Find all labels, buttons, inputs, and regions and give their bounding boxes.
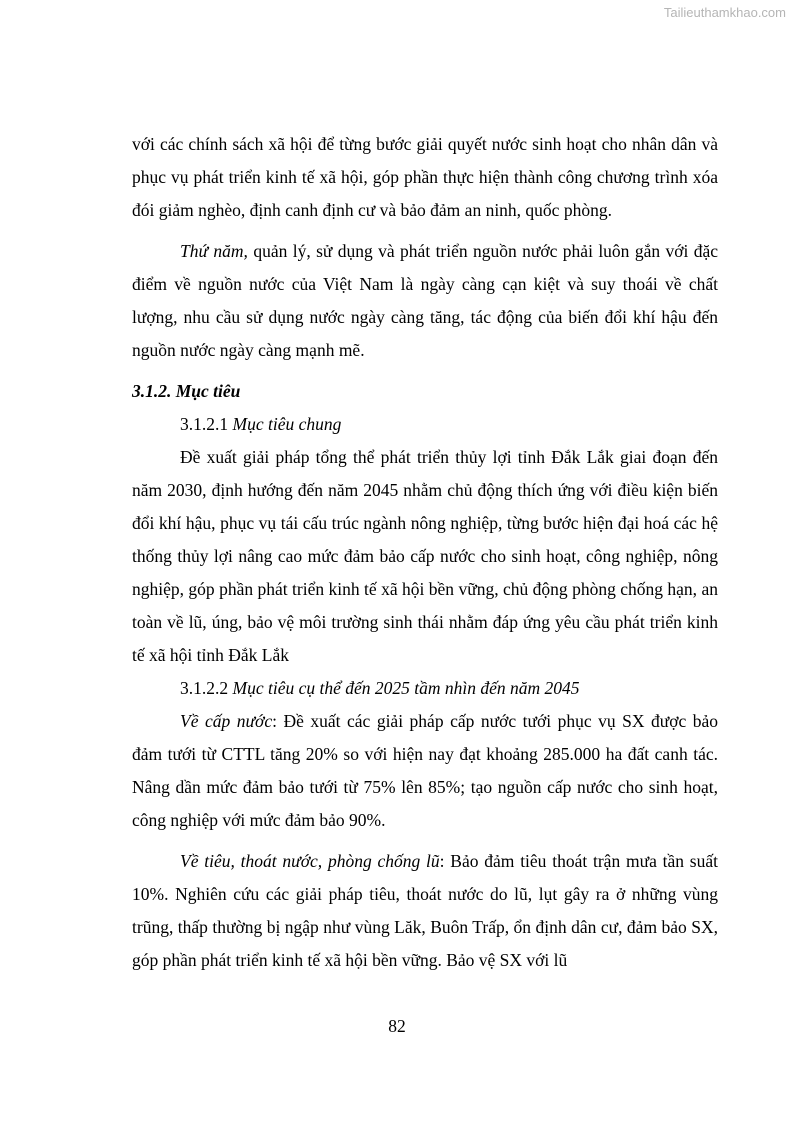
paragraph-fifth-principle xyxy=(132,235,718,367)
subsection-number: 3.1.2.1 xyxy=(180,414,233,434)
paragraph-text: quản lý, sử dụng và phát triển nguồn nước phải luôn gắn với đặc điểm về nguồn nước của Việt Nam là ngày càng cạn kiệt và suy thoái về chất lượng, nhu cầu sử dụng nước ngày càng tăng, tác động của biến đổi khí hậu đến nguồn nước ngày càng mạnh mẽ. xyxy=(132,241,719,360)
paragraph-water-supply xyxy=(132,705,718,837)
paragraph-text: : Bảo đảm tiêu thoát trận mưa tần suất 10%. Nghiên cứu các giải pháp tiêu, thoát nước do lũ, lụt gây ra ở những vùng trũng, thấp thường bị ngập như vùng Lăk, Buôn Trấp, ổn định dân cư, đảm bảo SX, góp phần phát triển kinh tế xã hội bền vững. Bảo vệ SX với lũ xyxy=(132,851,718,970)
document-body xyxy=(132,128,718,977)
subsection-number: 3.1.2.2 xyxy=(180,678,233,698)
paragraph-text: : Đề xuất các giải pháp cấp nước tưới phục vụ SX được bảo đảm tưới từ CTTL tăng 20% so với hiện nay đạt khoảng 285.000 ha đất canh tác. Nâng dần mức đảm bảo tưới từ 75% lên 85%; tạo nguồn cấp nước cho sinh hoạt, công nghiệp với mức đảm bảo 90%. xyxy=(132,711,718,830)
subsection-general-goal xyxy=(132,408,718,441)
section-heading: 3.1.2. Mục tiêu xyxy=(132,381,241,401)
paragraph-lead-italic: Về cấp nước xyxy=(180,711,273,731)
watermark: Tailieuthamkhao.com xyxy=(663,5,786,20)
page-number: 82 xyxy=(388,1016,406,1036)
paragraph-lead-italic: Thứ năm, xyxy=(180,241,248,261)
paragraph-lead-italic: Về tiêu, thoát nước, phòng chống lũ xyxy=(180,851,440,871)
paragraph-general-goal: Đề xuất giải pháp tổng thể phát triển thủy lợi tỉnh Đắk Lắk giai đoạn đến năm 2030, định hướng đến năm 2045 nhằm chủ động thích ứng với điều kiện biến đổi khí hậu, phục vụ tái cấu trúc ngành nông nghiệp, từng bước hiện đại hoá các hệ thống thủy lợi nâng cao mức đảm bảo cấp nước cho sinh hoạt, công nghiệp, nông nghiệp, góp phần phát triển kinh tế xã hội bền vững, chủ động phòng chống hạn, an toàn về lũ, úng, bảo vệ môi trường sinh thái nhằm đáp ứng yêu cầu phát triển kinh tế xã hội tỉnh Đắk Lắk xyxy=(132,447,718,665)
subsection-title: Mục tiêu chung xyxy=(232,414,342,434)
paragraph-social-policy: với các chính sách xã hội để từng bước giải quyết nước sinh hoạt cho nhân dân và phục vụ phát triển kinh tế xã hội, góp phần thực hiện thành công chương trình xóa đói giảm nghèo, định canh định cư và bảo đảm an ninh, quốc phòng. xyxy=(132,134,718,220)
subsection-title: Mục tiêu cụ thể đến 2025 tầm nhìn đến năm 2045 xyxy=(232,678,580,698)
subsection-specific-goal xyxy=(132,672,718,705)
paragraph-drainage-flood xyxy=(132,845,718,977)
